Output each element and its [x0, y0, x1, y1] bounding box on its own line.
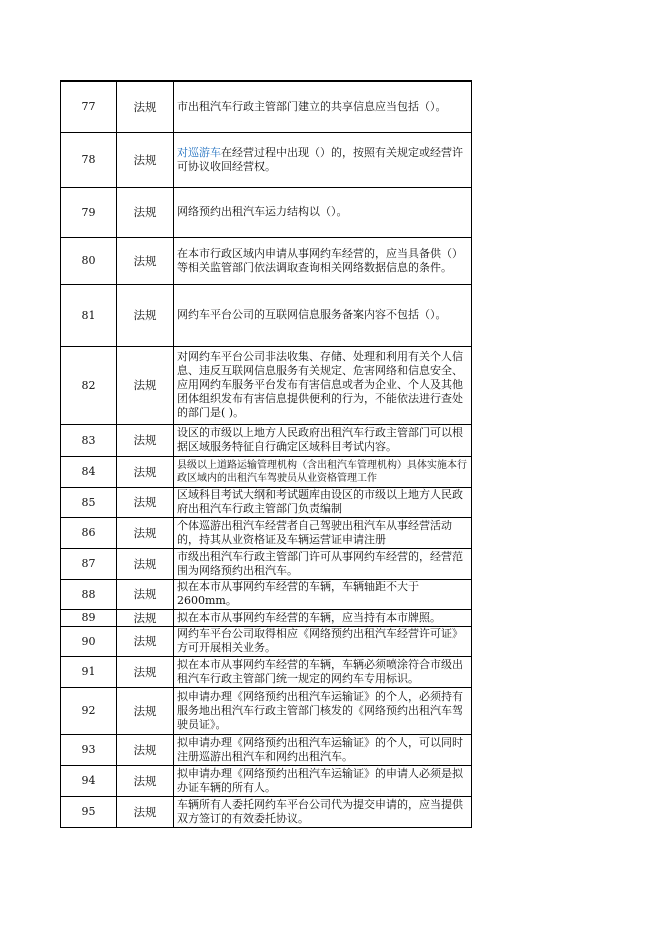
row-number: 83 [61, 424, 117, 456]
question-text-rest: 在经营过程中出现（）的，按照有关规定或经营许可协议收回经营权。 [177, 145, 463, 173]
table-row [61, 237, 472, 284]
row-number: 79 [61, 187, 117, 237]
table-row [61, 548, 472, 579]
highlight-link[interactable]: 对巡游车 [177, 145, 221, 159]
question-text: 网约车平台公司的互联网信息服务备案内容不包括（）。 [174, 284, 472, 346]
question-text: 个体巡游出租汽车经营者自己驾驶出租汽车从事经营活动的，持其从业资格证及车辆运营证申请注册 [174, 517, 472, 548]
row-number: 88 [61, 579, 117, 609]
question-text: 对网约车平台公司非法收集、存储、处理和利用有关个人信息、违反互联网信息服务有关规定、危害网络和信息安全、应用网约车服务平台发布有害信息或者为企业、个人及其他团体组织发布有害信息提供便利的行为，不能依法进行查处的部门是( )。 [174, 346, 472, 424]
row-number: 86 [61, 517, 117, 548]
row-category: 法规 [117, 517, 174, 548]
row-number: 82 [61, 346, 117, 424]
row-category: 法规 [117, 765, 174, 796]
question-text: 拟申请办理《网络预约出租汽车运输证》的个人，必须持有服务地出租汽车行政主管部门核发的《网络预约出租汽车驾驶员证》。 [174, 687, 472, 734]
table-row [61, 132, 472, 187]
row-number: 78 [61, 132, 117, 187]
row-category: 法规 [117, 687, 174, 734]
row-number: 95 [61, 796, 117, 827]
row-category: 法规 [117, 796, 174, 827]
table-row [61, 609, 472, 626]
row-category: 法规 [117, 237, 174, 284]
question-text: 拟申请办理《网络预约出租汽车运输证》的个人，可以同时注册巡游出租汽车和网约出租汽车。 [174, 734, 472, 765]
question-text: 市级出租汽车行政主管部门许可从事网约车经营的，经营范围为网络预约出租汽车。 [174, 548, 472, 579]
row-category: 法规 [117, 656, 174, 687]
question-table [60, 80, 472, 828]
row-number: 89 [61, 609, 117, 626]
table-row [61, 346, 472, 424]
table-row [61, 626, 472, 656]
row-number: 91 [61, 656, 117, 687]
row-category: 法规 [117, 734, 174, 765]
table-row [61, 796, 472, 827]
row-category: 法规 [117, 284, 174, 346]
row-number: 84 [61, 456, 117, 487]
row-category: 法规 [117, 132, 174, 187]
question-text: 区域科目考试大纲和考试题库由设区的市级以上地方人民政府出租汽车行政主管部门负责编制 [174, 487, 472, 517]
table-row [61, 187, 472, 237]
question-text: 拟在本市从事网约车经营的车辆，车辆轴距不大于2600mm。 [174, 579, 472, 609]
table-row [61, 734, 472, 765]
table-row [61, 81, 472, 132]
row-number: 90 [61, 626, 117, 656]
row-category: 法规 [117, 346, 174, 424]
row-number: 85 [61, 487, 117, 517]
question-text: 拟在本市从事网约车经营的车辆，车辆必须喷涂符合市级出租汽车行政主管部门统一规定的网约车专用标识。 [174, 656, 472, 687]
table-row [61, 687, 472, 734]
row-number: 94 [61, 765, 117, 796]
row-number: 80 [61, 237, 117, 284]
row-number: 87 [61, 548, 117, 579]
question-text: 网络预约出租汽车运力结构以（）。 [174, 187, 472, 237]
table-row [61, 517, 472, 548]
row-category: 法规 [117, 456, 174, 487]
row-category: 法规 [117, 187, 174, 237]
table-row [61, 765, 472, 796]
row-number: 93 [61, 734, 117, 765]
question-text [174, 132, 472, 187]
question-text: 县级以上道路运输管理机构（含出租汽车管理机构）具体实施本行政区域内的出租汽车驾驶员从业资格管理工作 [174, 456, 472, 487]
table-row [61, 456, 472, 487]
question-text: 车辆所有人委托网约车平台公司代为提交申请的，应当提供双方签订的有效委托协议。 [174, 796, 472, 827]
row-category: 法规 [117, 626, 174, 656]
row-category: 法规 [117, 609, 174, 626]
row-category: 法规 [117, 579, 174, 609]
row-number: 81 [61, 284, 117, 346]
table-row [61, 656, 472, 687]
row-category: 法规 [117, 548, 174, 579]
question-text: 市出租汽车行政主管部门建立的共享信息应当包括（）。 [174, 81, 472, 132]
row-category: 法规 [117, 424, 174, 456]
table-row [61, 424, 472, 456]
table-row [61, 487, 472, 517]
question-text: 拟申请办理《网络预约出租汽车运输证》的申请人必须是拟办证车辆的所有人。 [174, 765, 472, 796]
row-number: 77 [61, 81, 117, 132]
question-text: 在本市行政区域内申请从事网约车经营的，应当具备供（）等相关监管部门依法调取查询相关网络数据信息的条件。 [174, 237, 472, 284]
row-number: 92 [61, 687, 117, 734]
question-text: 网约车平台公司取得相应《网络预约出租汽车经营许可证》方可开展相关业务。 [174, 626, 472, 656]
table-row [61, 284, 472, 346]
question-text: 拟在本市从事网约车经营的车辆，应当持有本市牌照。 [174, 609, 472, 626]
row-category: 法规 [117, 487, 174, 517]
question-text: 设区的市级以上地方人民政府出租汽车行政主管部门可以根据区域服务特征自行确定区域科目考试内容。 [174, 424, 472, 456]
row-category: 法规 [117, 81, 174, 132]
table-row [61, 579, 472, 609]
